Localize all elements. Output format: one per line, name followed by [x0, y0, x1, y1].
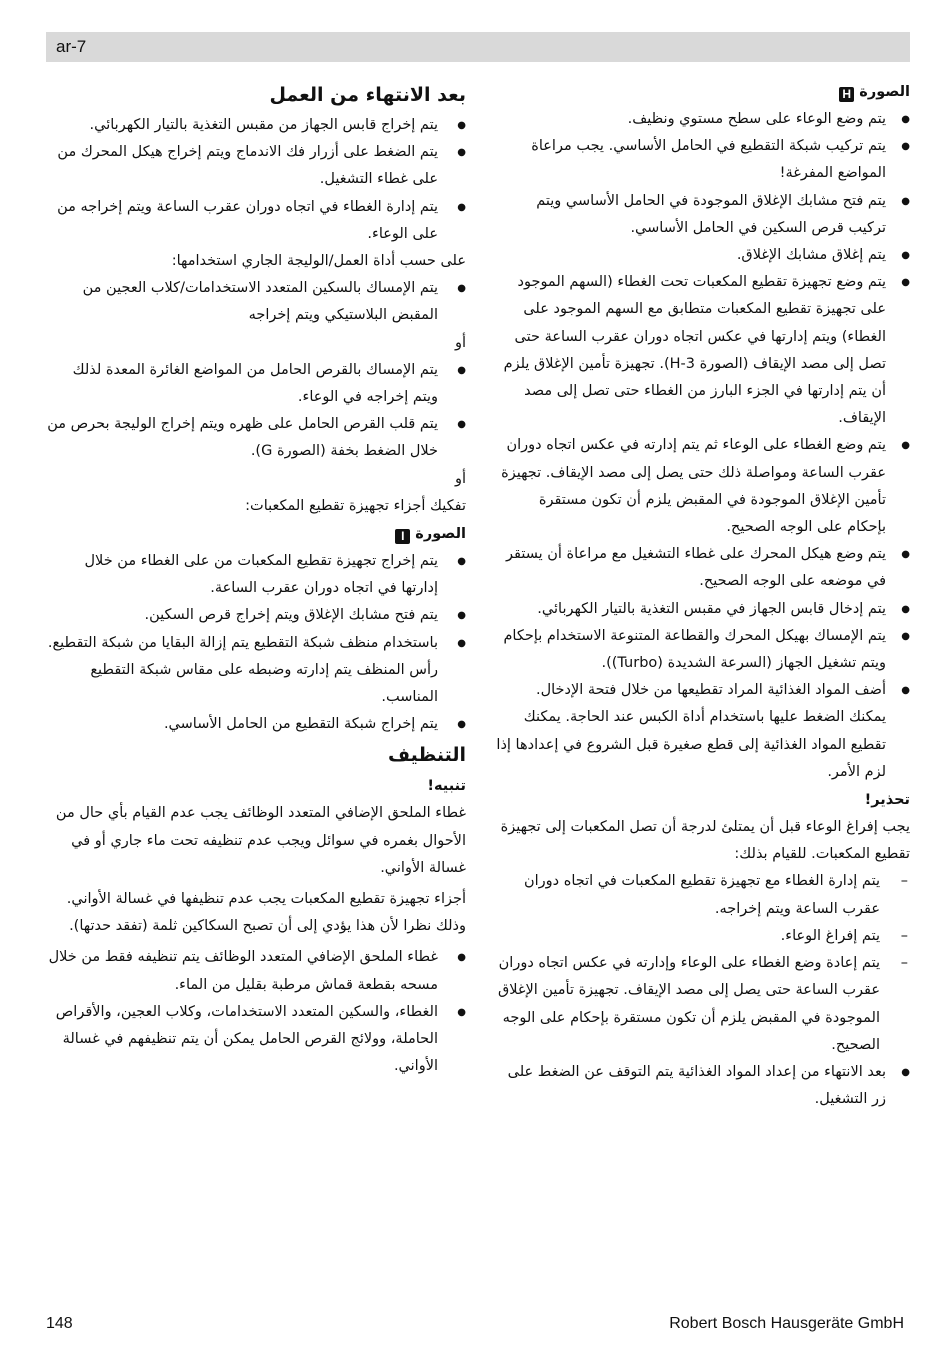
figure-i-label: الصورة	[415, 526, 466, 543]
list-item: – يتم إدارة الغطاء مع تجهيزة تقطيع المكعبات في اتجاه دوران عقرب الساعة ويتم إخراجه.	[496, 868, 910, 922]
left-column	[46, 78, 466, 1081]
header-bar	[46, 32, 910, 62]
list-item: – يتم إفراغ الوعاء.	[496, 923, 910, 950]
list-item: ● يتم تركيب شبكة التقطيع في الحامل الأساسي. يجب مراعاة المواضع المفرغة!	[496, 133, 910, 187]
list-item: ● يتم إخراج شبكة التقطيع من الحامل الأساسي.	[46, 711, 466, 738]
tool-list-2	[46, 357, 466, 466]
list-item: ● يتم إدارة الغطاء في اتجاه دوران عقرب الساعة ويتم إخراجه من على الوعاء.	[46, 194, 466, 248]
caution-paragraph-1: غطاء الملحق الإضافي المتعدد الوظائف يجب عدم القيام بأي حال من الأحوال بغمره في سوائل ويجب عدم تنظيفه تحت ماء جاري أو في غسالة الأواني.	[55, 805, 466, 876]
or-separator: أو	[454, 470, 466, 487]
list-item: – يتم إعادة وضع الغطاء على الوعاء وإدارته في عكس اتجاه دوران عقرب الساعة حتى يصل إلى مصد الإيقاف. تجهيزة تأمين الإغلاق الموجودة في المقبض يلزم أن تكون مستقرة بإحكام على الوجه الصحيح.	[496, 950, 910, 1059]
figure-h-letter: H	[839, 87, 854, 102]
tool-list-1	[46, 275, 466, 329]
list-item: ● يتم وضع تجهيزة تقطيع المكعبات تحت الغطاء (السهم الموجود على تجهيزة تقطيع المكعبات متطابق مع السهم الموجود على الغطاء) ويتم إدارتها في عكس اتجاه دوران عقرب الساعة حتى تصل إلى مصد الإيقاف (الصورة H-3). تجهيزة تأمين الإغلاق يلزم أن يتم إدارتها في الجزء البارز من الغطاء حتى تصل إلى مصد الإيقاف.	[496, 269, 910, 432]
list-item: ● يتم الضغط على أزرار فك الاندماج ويتم إخراج هيكل المحرك من على غطاء التشغيل.	[46, 139, 466, 193]
section-code: ar-7	[56, 37, 87, 56]
list-item: ● يتم إخراج تجهيزة تقطيع المكعبات من على الغطاء من خلال إدارتها في اتجاه دوران عقرب الساعة.	[46, 548, 466, 602]
list-item: ● الغطاء، والسكين المتعدد الاستخدامات، وكلاب العجين، والأقراص الحاملة، وولائج القرص الحامل يمكن أن يتم تنظيفهم في غسالة الأواني.	[46, 999, 466, 1081]
list-item: ● غطاء الملحق الإضافي المتعدد الوظائف يتم تنظيفه فقط من خلال مسحه بقطعة قماش مرطبة بقليل من الماء.	[46, 944, 466, 998]
list-item: ● يتم إخراج قابس الجهاز من مقبس التغذية بالتيار الكهربائي.	[46, 112, 466, 139]
list-item: ● يتم فتح مشابك الإغلاق ويتم إخراج قرص السكين.	[46, 602, 466, 629]
warning-text: يجب إفراغ الوعاء قبل أن يمتلئ لدرجة أن تصل المكعبات إلى تجهيزة تقطيع المكعبات. للقيام بذلك:	[500, 819, 910, 863]
list-item: ● يتم فتح مشابك الإغلاق الموجودة في الحامل الأساسي ويتم تركيب قرص السكين في الحامل الأساسي.	[496, 188, 910, 242]
list-item: ● يتم وضع الوعاء على سطح مستوي ونظيف.	[496, 106, 910, 133]
caution-paragraph-2: أجزاء تجهيزة تقطيع المكعبات يجب عدم تنظيفها في غسالة الأواني. وذلك نظرا لأن هذا يؤدي إلى أن تصبح السكاكين ثلمة (تفقد حدتها).	[66, 891, 466, 935]
list-item: ● يتم الإمساك بالقرص الحامل من المواضع الغائرة المعدة لذلك ويتم إخراجه في الوعاء.	[46, 357, 466, 411]
list-item: ● باستخدام منظف شبكة التقطيع يتم إزالة البقايا من شبكة التقطيع. رأس المنظف يتم إدارته وضبطه على مقاس شبكة التقطيع المناسب.	[46, 630, 466, 712]
figure-h-heading	[496, 78, 910, 106]
warning-steps-list	[496, 868, 910, 1058]
list-item: ● يتم وضع الغطاء على الوعاء ثم يتم إدارته في عكس اتجاه دوران عقرب الساعة ومواصلة ذلك حتى يصل إلى مصد الإيقاف. تجهيزة تأمين الإغلاق الموجودة في المقبض يلزم أن تكون مستقرة بإحكام على الوجه الصحيح.	[496, 432, 910, 541]
list-item: ● يتم قلب القرص الحامل على ظهره ويتم إخراج الوليجة بحرص من خلال الضغط بخفة (الصورة G).	[46, 411, 466, 465]
figure-i-letter: I	[395, 529, 410, 544]
figure-h-label: الصورة	[859, 84, 910, 100]
warning-title: تحذير!	[864, 792, 910, 809]
cleaning-list	[46, 944, 466, 1080]
list-item: ● يتم الإمساك بهيكل المحرك والقطاعة المتنوعة الاستخدام بإحكام ويتم تشغيل الجهاز (السرعة الشديدة (Turbo)).	[496, 623, 910, 677]
or-separator: أو	[454, 334, 466, 351]
list-item: ● يتم إدخال قابس الجهاز في مقبس التغذية بالتيار الكهربائي.	[496, 596, 910, 623]
tool-line: على حسب أداة العمل/الوليجة الجاري استخدامها:	[171, 253, 466, 270]
list-item: ● يتم الإمساك بالسكين المتعدد الاستخدامات/كلاب العجين من المقبض البلاستيكي ويتم إخراجه	[46, 275, 466, 329]
figure-i-heading	[46, 520, 466, 548]
caution-title: تنبيه!	[427, 778, 466, 795]
after-work-heading: بعد الانتهاء من العمل	[269, 84, 466, 106]
list-item: ● أضف المواد الغذائية المراد تقطيعها من خلال فتحة الإدخال. يمكنك الضغط عليها باستخدام أداة الكبس عند الحاجة. يمكنك تقطيع المواد الغذائية إلى قطع صغيرة قبل الشروع في إعدادها إذا لزم الأمر.	[496, 677, 910, 786]
list-item: ● يتم وضع هيكل المحرك على غطاء التشغيل مع مراعاة أن يستقر في موضعه على الوجه الصحيح.	[496, 541, 910, 595]
disassemble-line: تفكيك أجزاء تجهيزة تقطيع المكعبات:	[245, 497, 466, 514]
after-work-list	[46, 112, 466, 248]
page-number: 148	[46, 1315, 73, 1332]
company-name: Robert Bosch Hausgeräte GmbH	[669, 1315, 904, 1332]
cleaning-heading: التنظيف	[387, 744, 466, 767]
right-column	[496, 78, 910, 1113]
list-item: ● بعد الانتهاء من إعداد المواد الغذائية يتم التوقف عن الضغط على زر التشغيل.	[496, 1059, 910, 1113]
final-step-list	[496, 1059, 910, 1113]
dicer-list	[46, 548, 466, 738]
list-item: ● يتم إغلاق مشابك الإغلاق.	[496, 242, 910, 269]
assembly-steps-list	[496, 106, 910, 786]
